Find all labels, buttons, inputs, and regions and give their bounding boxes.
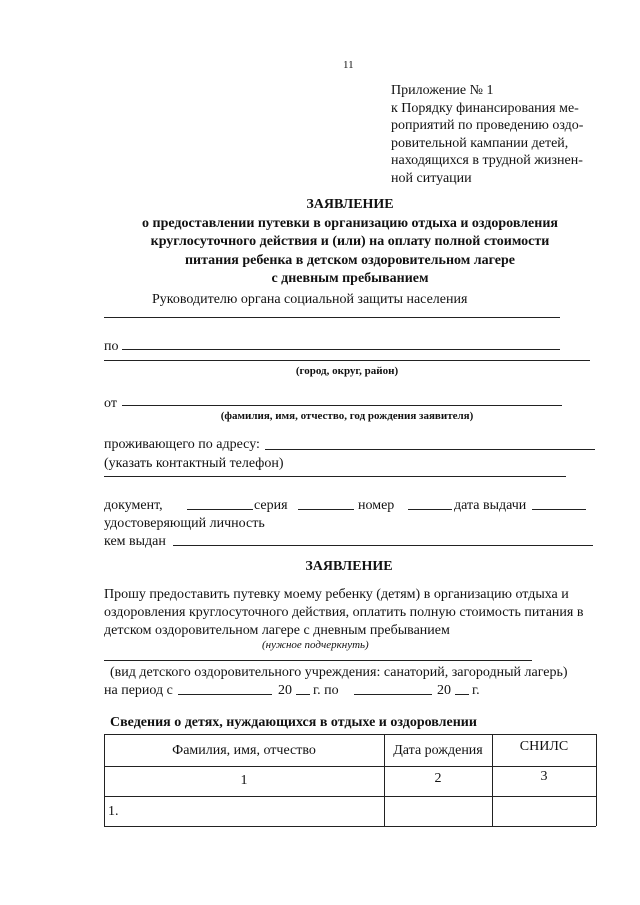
po-hint: (город, округ, район)	[295, 365, 399, 377]
table-header-name: Фамилия, имя, отчество	[172, 743, 316, 758]
recipient-label: Руководителю органа социальной защиты населения	[152, 292, 468, 307]
issued-by-line[interactable]	[173, 545, 593, 546]
statement-title: ЗАЯВЛЕНИЕ	[305, 559, 393, 574]
year-prefix-1: 20	[278, 683, 292, 698]
institution-line[interactable]	[104, 660, 532, 661]
children-table-title: Сведения о детях, нуждающихся в отдыхе и оздоровлении	[110, 715, 477, 730]
appendix-line: ной ситуации	[391, 170, 472, 186]
doc-label-2: удостоверяющий личность	[104, 516, 265, 531]
table-number-2: 2	[434, 771, 442, 786]
doc-type-line[interactable]	[187, 509, 253, 510]
heading-line: с дневным пребыванием	[271, 271, 429, 286]
number-label: номер	[358, 498, 395, 513]
period-end-line[interactable]	[354, 694, 432, 695]
appendix-line: роприятий по проведению оздо-	[391, 118, 584, 133]
table-border	[104, 826, 596, 827]
table-row[interactable]: 1.	[108, 804, 119, 819]
table-header-snils: СНИЛС	[519, 739, 569, 754]
heading-line: о предоставлении путевки в организацию отдыха и оздоровления	[142, 215, 558, 231]
po-line-2[interactable]	[104, 360, 590, 361]
heading-line: круглосуточного действия и (или) на оплату полной стоимости	[150, 234, 550, 249]
statement-line: оздоровления круглосуточного действия, оплатить полную стоимость питания в	[104, 605, 584, 620]
statement-text	[104, 586, 583, 640]
table-number-3: 3	[540, 769, 548, 784]
year-2-line[interactable]	[455, 694, 469, 695]
year-prefix-2: 20	[437, 683, 451, 698]
issue-date-line[interactable]	[532, 509, 586, 510]
issue-date-label: дата выдачи	[454, 498, 527, 513]
page-number: 11	[343, 59, 354, 71]
ot-label: от	[104, 396, 117, 411]
series-line[interactable]	[298, 509, 354, 510]
po-label: по	[104, 339, 119, 354]
address-label: проживающего по адресу:	[104, 437, 260, 452]
ot-hint: (фамилия, имя, отчество, год рождения заявителя)	[220, 410, 474, 422]
ot-line[interactable]	[122, 405, 562, 406]
table-header-birthdate: Дата рождения	[393, 743, 483, 758]
table-border	[104, 766, 596, 767]
po-line[interactable]	[122, 349, 560, 350]
year-1-line[interactable]	[296, 694, 310, 695]
underline-hint: (нужное подчеркнуть)	[262, 639, 369, 651]
institution-hint: (вид детского оздоровительного учреждения: санаторий, загородный лагерь)	[110, 665, 568, 680]
year-suffix-2: г.	[472, 683, 480, 698]
heading-title: ЗАЯВЛЕНИЕ	[306, 197, 394, 212]
address-line[interactable]	[265, 449, 595, 450]
phone-label: (указать контактный телефон)	[104, 456, 284, 471]
appendix-line: к Порядку финансирования ме-	[391, 100, 579, 116]
series-label: серия	[254, 498, 288, 513]
table-border	[104, 796, 596, 797]
table-number-1: 1	[240, 773, 248, 788]
table-border	[596, 734, 597, 826]
statement-line: Прошу предоставить путевку моему ребенку (детям) в организацию отдыха и	[104, 587, 569, 602]
period-label: на период с	[104, 683, 173, 698]
period-start-line[interactable]	[178, 694, 272, 695]
number-line[interactable]	[408, 509, 452, 510]
appendix-line: находящихся в трудной жизнен-	[391, 153, 583, 168]
doc-label: документ,	[104, 498, 163, 513]
heading-line: питания ребенка в детском оздоровительном лагере	[184, 252, 516, 268]
heading-block	[100, 196, 600, 289]
phone-line[interactable]	[104, 476, 566, 477]
year-suffix-1: г. по	[313, 683, 339, 698]
issued-by-label: кем выдан	[104, 534, 166, 549]
recipient-line[interactable]	[104, 317, 560, 318]
appendix-line: Приложение № 1	[391, 83, 494, 98]
table-border	[104, 734, 596, 735]
statement-line: детском оздоровительном лагере с дневным пребыванием	[104, 623, 450, 638]
appendix-line: ровительной кампании детей,	[391, 135, 569, 151]
appendix-block	[391, 82, 583, 187]
